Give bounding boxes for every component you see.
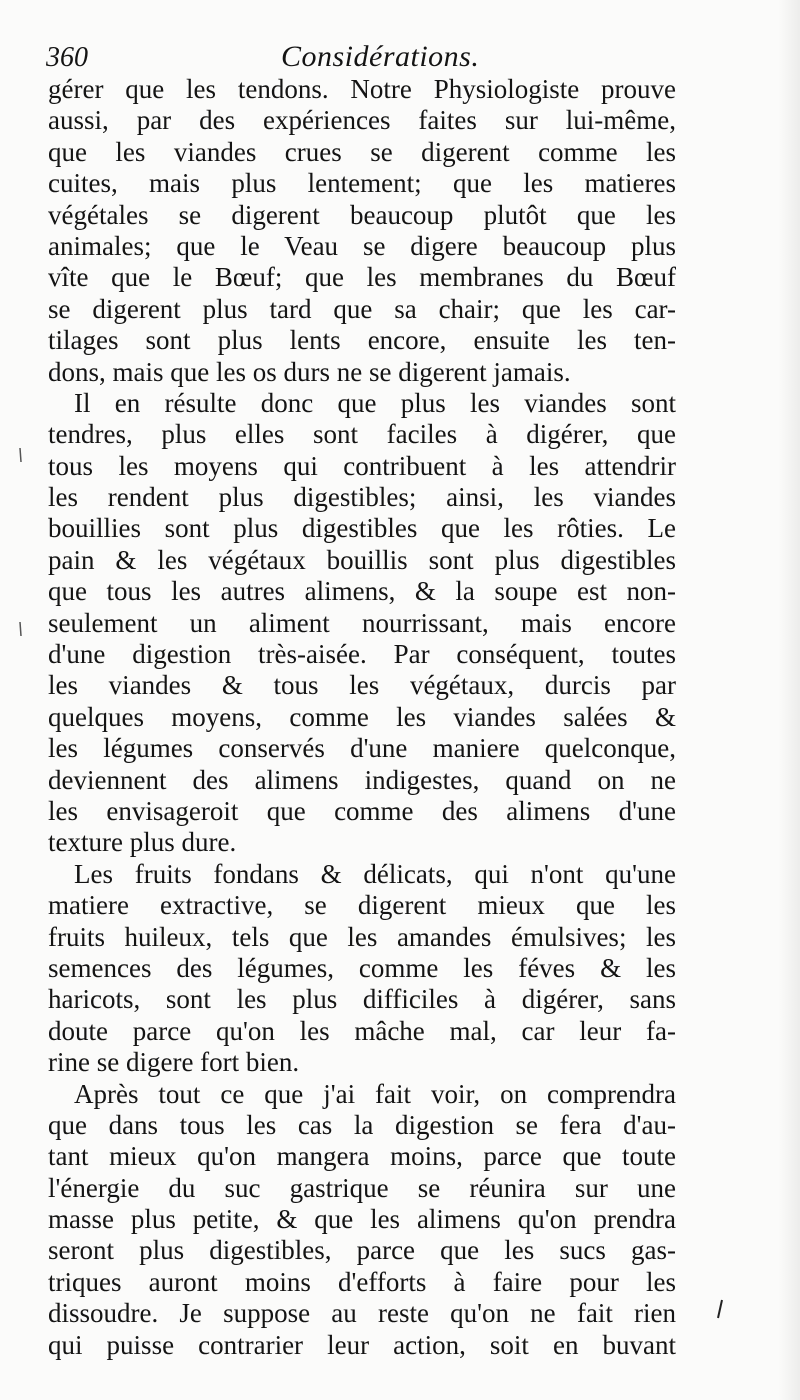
text-line: aussi, par des expériences faites sur lui-même,: [48, 105, 676, 136]
text-line: les viandes & tous les végétaux, durcis par: [48, 670, 676, 701]
text-line: deviennent des alimens indigestes, quand on ne: [48, 764, 676, 795]
text-line: pain & les végétaux bouillis sont plus digestibles: [48, 544, 676, 575]
text-line: quelques moyens, comme les viandes salées &: [48, 701, 676, 732]
body-text: [48, 74, 676, 1361]
text-line: les rendent plus digestibles; ainsi, les viandes: [48, 482, 676, 513]
text-line: gérer que les tendons. Notre Physiologiste prouve: [48, 74, 676, 104]
text-line: végétales se digerent beaucoup plutôt que les: [48, 199, 676, 230]
margin-tick-right: [718, 1300, 722, 1318]
text-line: tilages sont plus lents encore, ensuite les ten-: [48, 325, 676, 356]
text-line: qui puisse contrarier leur action, soit en buvant: [48, 1329, 676, 1360]
page-number: 360: [46, 42, 88, 73]
text-line: que les viandes crues se digerent comme les: [48, 136, 676, 167]
paragraph-start-line: Après tout ce que j'ai fait voir, on comprendra: [74, 1078, 676, 1109]
text-line: seront plus digestibles, parce que les sucs gas-: [48, 1235, 676, 1266]
text-line: dissoudre. Je suppose au reste qu'on ne fait rien: [48, 1298, 676, 1329]
text-line: fruits huileux, tels que les amandes émulsives; les: [48, 921, 676, 952]
text-line: que dans tous les cas la digestion se fera d'au-: [48, 1109, 676, 1140]
paragraph-start-line: Il en résulte donc que plus les viandes sont: [74, 387, 676, 418]
text-line: d'une digestion très-aisée. Par conséquent, toutes: [48, 639, 676, 670]
page-edge-shadow: [778, 0, 800, 1400]
text-line: haricots, sont les plus difficiles à digérer, sans: [48, 984, 676, 1015]
text-line: animales; que le Veau se digere beaucoup plus: [48, 230, 676, 261]
running-title: Considérations.: [281, 40, 480, 73]
text-line: matiere extractive, se digerent mieux que les: [48, 890, 676, 921]
text-line: rine se digere fort bien.: [48, 1047, 300, 1078]
text-line: cuites, mais plus lentement; que les matieres: [48, 168, 676, 199]
text-line: tendres, plus elles sont faciles à digérer, que: [48, 419, 676, 450]
margin-tick-left: [20, 622, 21, 636]
text-line: bouillies sont plus digestibles que les rôties. Le: [48, 513, 676, 544]
text-line: l'énergie du suc gastrique se réunira sur une: [48, 1172, 676, 1203]
text-line: tous les moyens qui contribuent à les attendrir: [48, 450, 676, 481]
text-line: dons, mais que les os durs ne se digerent jamais.: [48, 356, 571, 387]
text-line: seulement un aliment nourrissant, mais encore: [48, 607, 676, 638]
paragraph-start-line: Les fruits fondans & délicats, qui n'ont qu'une: [74, 858, 676, 889]
text-line: que tous les autres alimens, & la soupe est non-: [48, 576, 676, 607]
text-line: triques auront moins d'efforts à faire pour les: [48, 1266, 676, 1297]
text-line: les légumes conservés d'une maniere quelconque,: [48, 733, 676, 764]
text-line: masse plus petite, & que les alimens qu'on prendra: [48, 1204, 676, 1235]
text-line: se digerent plus tard que sa chair; que les car-: [48, 293, 676, 324]
text-line: les envisageroit que comme des alimens d'une: [48, 795, 676, 826]
text-line: vîte que le Bœuf; que les membranes du Bœuf: [48, 262, 676, 293]
text-line: semences des légumes, comme les féves & les: [48, 952, 676, 983]
margin-tick-left: [20, 448, 21, 462]
text-line: texture plus dure.: [48, 827, 237, 858]
text-line: tant mieux qu'on mangera moins, parce que toute: [48, 1141, 676, 1172]
text-line: doute parce qu'on les mâche mal, car leur fa-: [48, 1015, 676, 1046]
